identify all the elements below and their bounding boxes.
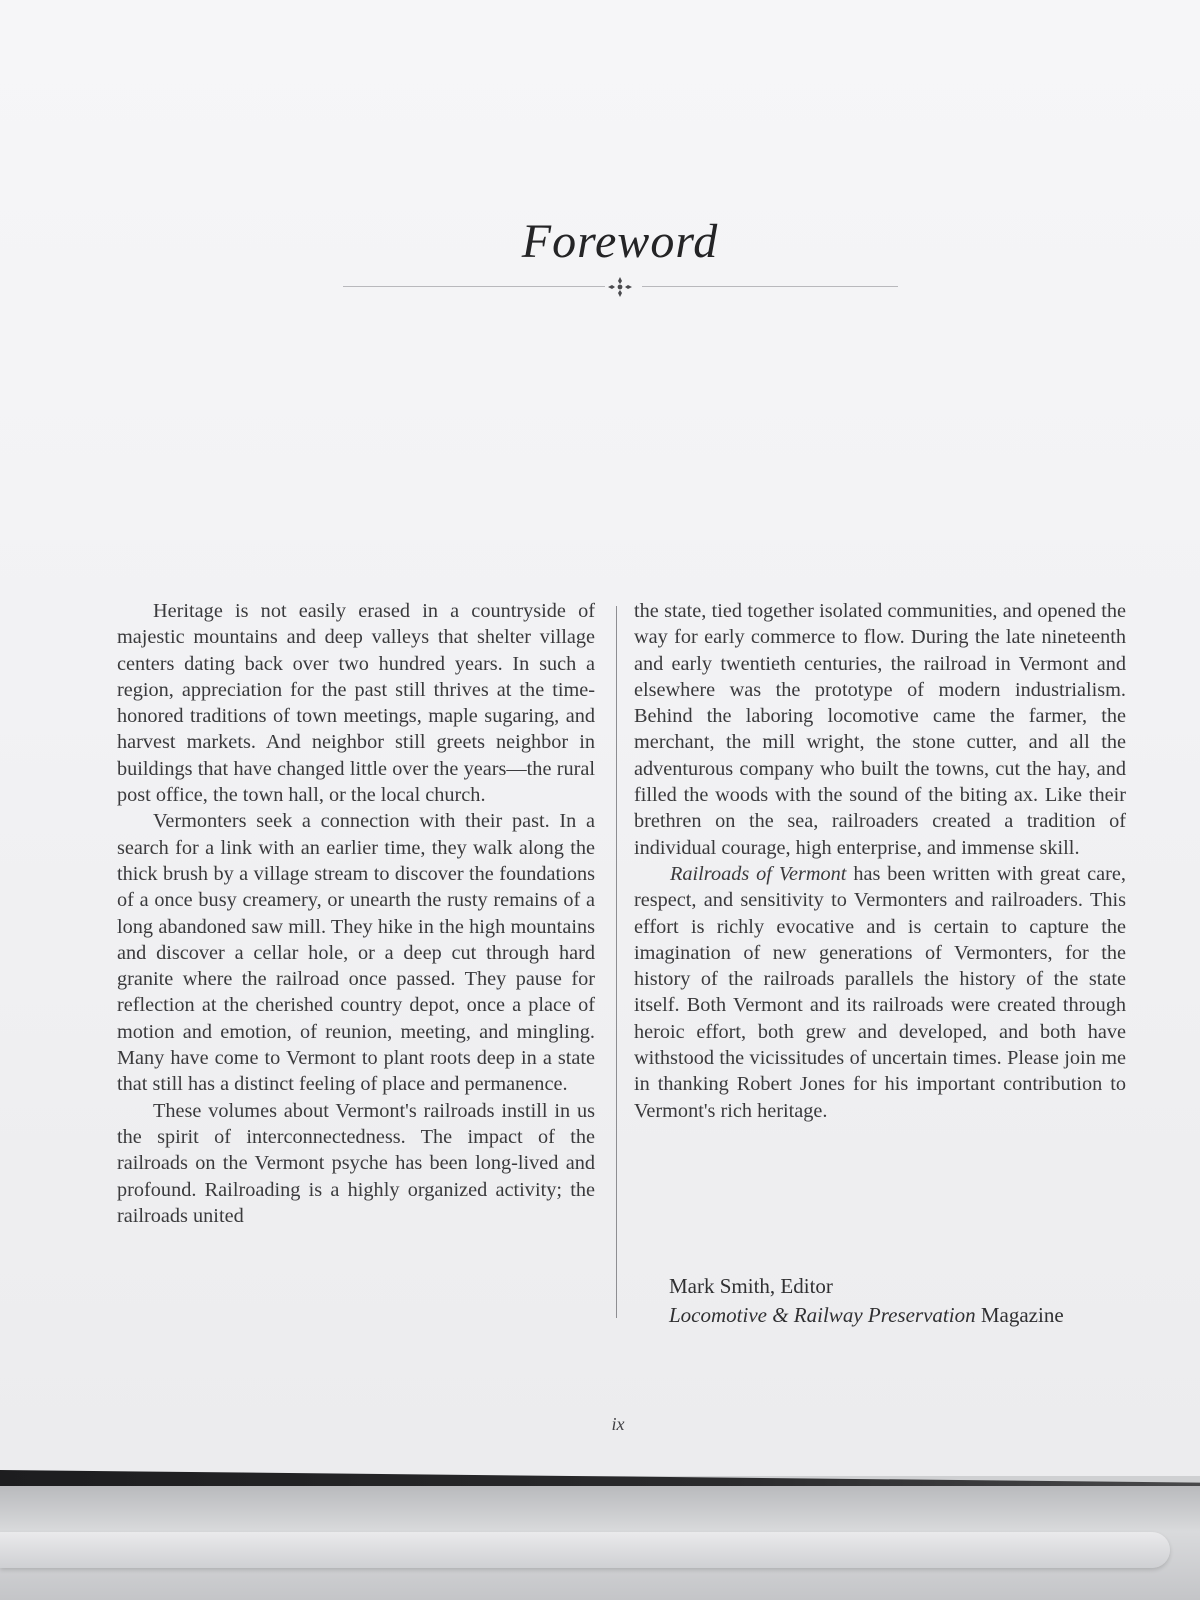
background-ridge [0, 1532, 1170, 1568]
signature-block [669, 1272, 1064, 1330]
signature-name: Mark Smith, Editor [669, 1274, 833, 1298]
fleuron-icon [607, 276, 633, 298]
publication-suffix: Magazine [975, 1303, 1064, 1327]
paragraph: Vermonters seek a connection with their past. In a search for a link with an earlier time, they walk along the thick brush by a village stream to discover the foundations of a once busy creamery, or unearth the rusty remains of a long abandoned saw mill. They hike in the high mountains and discover a cellar hole, or a deep cut through hard granite where the railroad once passed. They pause for reflection at the cherished country depot, once a place of motion and emotion, of reunion, meeting, and mingling. Many have come to Vermont to plant roots deep in a state that still has a distinct feeling of place and permanence. [117, 810, 595, 1096]
title-rule-right [642, 286, 898, 287]
book-title: Railroads of Vermont [670, 862, 847, 885]
paragraph: Heritage is not easily erased in a countryside of majestic mountains and deep valleys that shelter village centers dating back over two hundred years. In such a region, appreciation for the past still thrives at the time-honored traditions of town meetings, maple sugaring, and harvest markets. And neighbor still greets neighbor in buildings that have changed little over the years—the rural post office, the town hall, or the local church. [117, 600, 595, 807]
column-divider [616, 606, 617, 1318]
right-text-column [634, 598, 1126, 1124]
paragraph: the state, tied together isolated communities, and opened the way for early commerce to flow. During the late nineteenth and early twentieth centuries, the railroad in Vermont and elsewhere was the prototype of modern industrialism. Behind the laboring locomotive came the farmer, the merchant, the mill wright, the stone cutter, and all the adventurous company who built the towns, cut the hay, and filled the woods with the sound of the biting ax. Like their brethren on the sea, railroaders created a tradition of individual courage, high enterprise, and immense skill. [634, 600, 1126, 859]
publication-name: Locomotive & Railway Preservation [669, 1303, 976, 1327]
paragraph-text: has been written with great care, respect, and sensitivity to Vermonters and railroaders. This effort is richly evocative and is certain to capture the imagination of new generations of Vermonters, for the history of the railroads parallels the history of the state itself. Both Vermont and its railroads were created through heroic effort, both grew and developed, and both have withstood the vicissitudes of uncertain times. Please join me in thanking Robert Jones for his important contribution to Vermont's rich heritage. [634, 862, 1126, 1122]
paragraph: These volumes about Vermont's railroads instill in us the spirit of interconnectedness. The impact of the railroads on the Vermont psyche has been long-lived and profound. Railroading is a highly organized activity; the railroads united [117, 1099, 595, 1227]
signature-publication [669, 1301, 1064, 1330]
page-title: Foreword [521, 215, 719, 268]
paragraph [634, 861, 1126, 1124]
page-number: ix [611, 1414, 625, 1434]
left-text-column [117, 598, 595, 1229]
title-rule-left [343, 286, 605, 287]
